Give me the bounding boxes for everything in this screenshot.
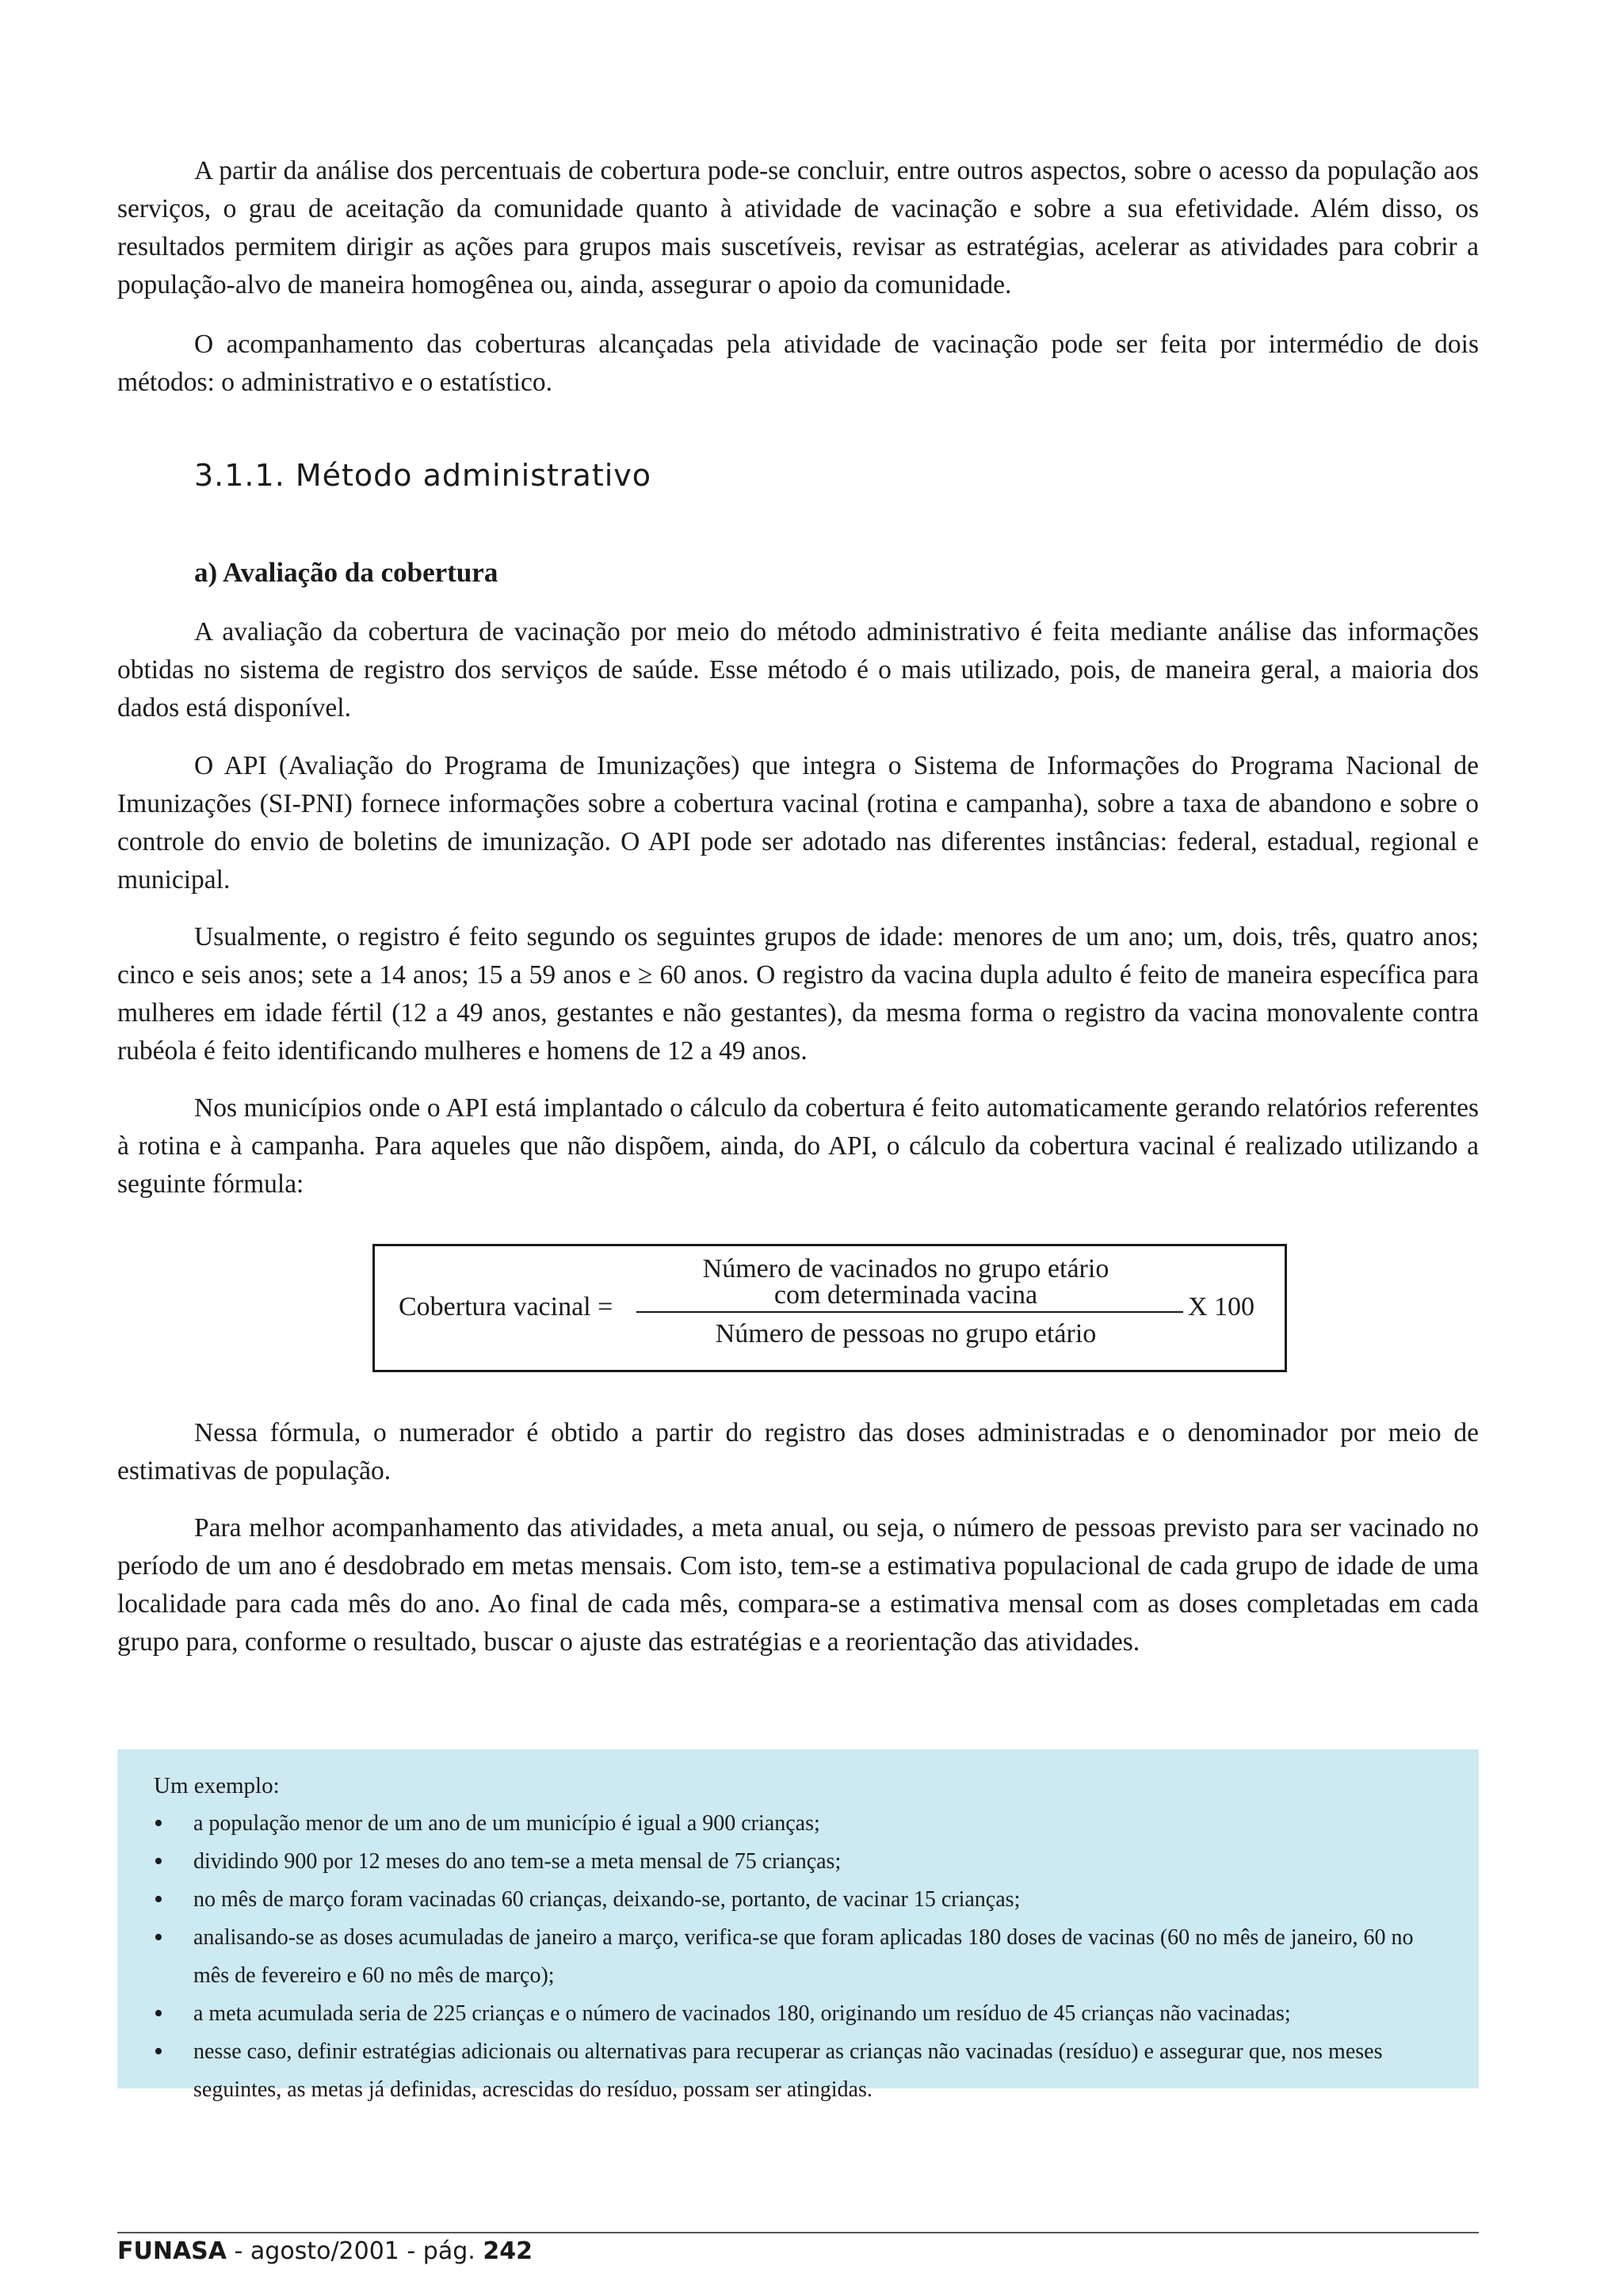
- bullet-icon: •: [154, 2037, 163, 2066]
- paragraph-formula-intro: Nos municípios onde o API está implantado o cálculo da cobertura é feito automaticamente gerando relatórios referentes à rotina e à campanha. Para aqueles que não dispõem, ainda, do API, o cálculo da cobertura vacinal é realizado utilizando a seguinte fórmula:: [117, 1093, 1479, 1199]
- page-footer: [117, 2237, 533, 2265]
- section-heading: 3.1.1. Método administrativo: [194, 458, 652, 493]
- formula-box: [372, 1244, 1287, 1372]
- formula-numerator: [628, 1256, 1183, 1308]
- list-item: [154, 1919, 1442, 1995]
- paragraph-api-description: O API (Avaliação do Programa de Imunizações) que integra o Sistema de Informações do Programa Nacional de Imunizações (SI-PNI) fornece informações sobre a cobertura vacinal (rotina e campanha), sobre a taxa de abandono e sobre o controle do envio de boletins de imunização. O API pode ser adotado nas diferentes instâncias: federal, estadual, regional e municipal.: [117, 751, 1479, 894]
- list-item-text: analisando-se as doses acumuladas de janeiro a março, verifica-se que foram aplicadas 180 doses de vacinas (60 no mês de janeiro, 60 no mês de fevereiro e 60 no mês de março);: [193, 1925, 1414, 1988]
- footer-divider: [117, 2232, 1479, 2233]
- sub-heading: a) Avaliação da cobertura: [194, 557, 498, 588]
- list-item-text: dividindo 900 por 12 meses do ano tem-se a meta mensal de 75 crianças;: [193, 1849, 842, 1874]
- example-box: [117, 1749, 1479, 2102]
- formula-numerator-line2: com determinada vacina: [773, 1280, 1038, 1310]
- paragraph-administrative-method: A avaliação da cobertura de vacinação por meio do método administrativo é feita mediante análise das informações obtidas no sistema de registro dos serviços de saúde. Esse método é o mais utilizado, pois, de maneira geral, a maioria dos dados está disponível.: [117, 617, 1479, 723]
- paragraph-age-groups: Usualmente, o registro é feito segundo os seguintes grupos de idade: menores de um ano; um, dois, três, quatro anos; cinco e seis anos; sete a 14 anos; 15 a 59 anos e ≥ 60 anos. O registro da vacina dupla adulto é feito de maneira específica para mulheres em idade fértil (12 a 49 anos, gestantes e não gestantes), da mesma forma o registro da vacina monovalente contra rubéola é feito identificando mulheres e homens de 12 a 49 anos.: [117, 922, 1479, 1066]
- formula-numerator-line1: Número de vacinados no grupo etário: [702, 1254, 1109, 1283]
- list-item: [154, 1805, 1442, 1843]
- list-item-text: no mês de março foram vacinadas 60 crianças, deixando-se, portanto, de vacinar 15 crianças;: [193, 1887, 1021, 1912]
- footer-brand: FUNASA: [117, 2237, 227, 2265]
- list-item: [154, 1881, 1442, 1919]
- paragraph-monitoring-methods: O acompanhamento das coberturas alcançadas pela atividade de vacinação pode ser feita por intermédio de dois métodos: o administrativo e o estatístico.: [117, 330, 1479, 397]
- example-title: Um exemplo:: [154, 1773, 280, 1798]
- formula-multiplier: X 100: [1188, 1292, 1255, 1322]
- list-item-text: a população menor de um ano de um município é igual a 900 crianças;: [193, 1811, 820, 1836]
- list-item-text: nesse caso, definir estratégias adicionais ou alternativas para recuperar as crianças não vacinadas (resíduo) e assegurar que, nos meses seguintes, as metas já definidas, acrescidas do resíduo, possam ser atingidas.: [193, 2039, 1383, 2102]
- page-number: 242: [483, 2237, 533, 2265]
- list-item: [154, 1843, 1442, 1881]
- bullet-icon: •: [154, 1847, 163, 1876]
- formula-label: Cobertura vacinal =: [399, 1292, 613, 1322]
- example-list: [154, 1805, 1442, 2109]
- bullet-icon: •: [154, 1923, 163, 1952]
- list-item: [154, 2033, 1442, 2109]
- footer-date: - agosto/2001 - pág.: [227, 2237, 483, 2265]
- fraction-bar: [636, 1311, 1183, 1313]
- list-item-text: a meta acumulada seria de 225 crianças e o número de vacinados 180, originando um resíduo de 45 crianças não vacinadas;: [193, 2001, 1291, 2026]
- paragraph-monthly-goals: Para melhor acompanhamento das atividades, a meta anual, ou seja, o número de pessoas previsto para ser vacinado no período de um ano é desdobrado em metas mensais. Com isto, tem-se a estimativa populacional de cada grupo de idade de uma localidade para cada mês do ano. Ao final de cada mês, compara-se a estimativa mensal com as doses completadas em cada grupo para, conforme o resultado, buscar o ajuste das estratégias e a reorientação das atividades.: [117, 1513, 1479, 1657]
- bullet-icon: •: [154, 1999, 163, 2028]
- formula-denominator: Número de pessoas no grupo etário: [715, 1319, 1097, 1348]
- bullet-icon: •: [154, 1885, 163, 1914]
- list-item: [154, 1995, 1442, 2033]
- paragraph-formula-explanation: Nessa fórmula, o numerador é obtido a partir do registro das doses administradas e o denominador por meio de estimativas de população.: [117, 1418, 1479, 1486]
- bullet-icon: •: [154, 1809, 163, 1838]
- paragraph-coverage-analysis: A partir da análise dos percentuais de cobertura pode-se concluir, entre outros aspectos, sobre o acesso da população aos serviços, o grau de aceitação da comunidade quanto à atividade de vacinação e sobre a sua efetividade. Além disso, os resultados permitem dirigir as ações para grupos mais suscetíveis, revisar as estratégias, acelerar as atividades para cobrir a população-alvo de maneira homogênea ou, ainda, assegurar o apoio da comunidade.: [117, 156, 1479, 299]
